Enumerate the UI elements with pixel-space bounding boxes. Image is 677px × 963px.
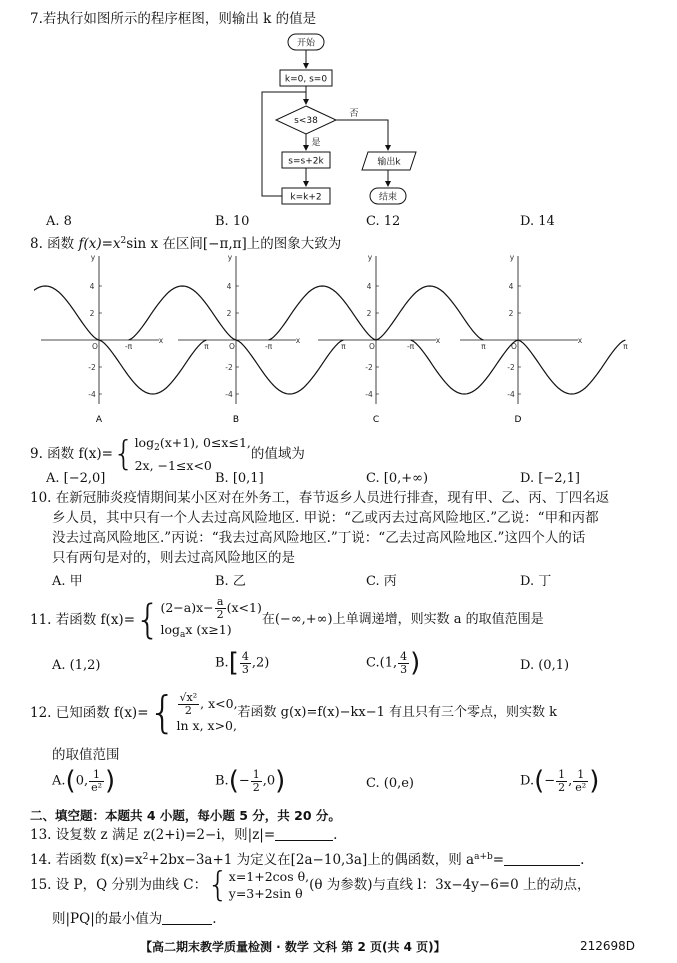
q12-stem: 12. 已知函数 f(x)={ $\frac{\text{√x²}}{2}$ , x<0, ln x, x>0, 若函数 g(x)=f(x)−kx−1 有且只有三个零点，则实数 k bbox=[30, 687, 558, 738]
q9-option-c[interactable]: C. [0,+∞) bbox=[366, 471, 429, 486]
q13-stem: 13. 设复数 z 满足 z(2+i)=2−i，则|z|= . bbox=[30, 827, 338, 843]
flow-step1-text: s=s+2k bbox=[288, 156, 324, 167]
q10-line-3: 没去过高风险地区.”丙说：“我去过高风险地区.”丁说：“乙去过高风险地区.”这四个人的话 bbox=[52, 530, 586, 546]
graph-a-tick-label: -4 bbox=[88, 390, 96, 399]
q11-stem: 11. 若函数 f(x)={ (2−a)x− $\frac{a}{2}$ (x<1) $\log_ax$ (x≥1) 在(−∞,+∞)上单调递增，则实数 a 的取值范围是 bbox=[30, 595, 544, 643]
graph-a-y-label: y bbox=[90, 253, 96, 262]
graph-c-tick-label: -4 bbox=[365, 390, 373, 399]
graph-d-origin: O bbox=[511, 342, 517, 351]
flow-cond-text: s<38 bbox=[294, 116, 318, 126]
graph-d-tick-label: -4 bbox=[507, 390, 515, 399]
q7-option-a[interactable]: A. 8 bbox=[46, 214, 72, 229]
flow-start-text: 开始 bbox=[296, 38, 316, 49]
q10-option-a[interactable]: A. 甲 bbox=[52, 574, 83, 589]
graph-b-tick-label: 4 bbox=[226, 282, 232, 291]
graph-c-tick-pi: π bbox=[481, 342, 486, 351]
q9-stem: 9. 函数 f(x)={ $\log_2(x+1)$, 0≤x≤1, 2x, −1≤x<0 的值域为 bbox=[30, 434, 305, 474]
q7-option-d[interactable]: D. 14 bbox=[520, 214, 555, 229]
q15-stem: 15. 设 P，Q 分别为曲线 C：{ x=1+2cos θ, y=3+2sin θ (θ 为参数)与直线 l：3x−4y−6=0 上的动点， bbox=[30, 865, 591, 905]
q11-option-d[interactable]: D. (0,1) bbox=[520, 658, 570, 673]
graph-b-tick-label: -4 bbox=[225, 390, 233, 399]
q10-line-4: 只有两句是对的，则去过高风险地区的是 bbox=[52, 550, 295, 566]
q7-option-c[interactable]: C. 12 bbox=[366, 214, 401, 229]
q12-option-b[interactable]: B.(− $\frac{1}{2}$ ,0) bbox=[215, 766, 286, 796]
graph-b-origin: O bbox=[229, 342, 235, 351]
graph-b-x-label: x bbox=[295, 336, 301, 345]
q9-option-d[interactable]: D. [−2,1] bbox=[520, 471, 580, 486]
q8-stem: 8. 函数 $f(x)=x^2\sin$ x 在区间[−π,π]上的图象大致为 bbox=[30, 236, 342, 252]
q11-option-b[interactable]: B.[ $\frac{4}{3}$ ,2) bbox=[215, 648, 270, 678]
graph-b-caption: B bbox=[232, 415, 240, 425]
graph-a-origin: O bbox=[92, 342, 98, 351]
graph-a-tick-pi: π bbox=[204, 342, 209, 351]
q10-line-1: 10. 在新冠肺炎疫情期间某小区对在外务工，春节返乡人员进行排查，现有甲、乙、丙、丁四名返 bbox=[30, 490, 610, 506]
q7-stem: 7.若执行如图所示的程序框图，则输出 k 的值是 bbox=[30, 11, 317, 27]
flow-yes-label: 是 bbox=[311, 138, 321, 148]
graph-c-caption: C bbox=[372, 415, 380, 425]
footer-code: 212698D bbox=[580, 939, 636, 953]
graph-b-y-label: y bbox=[227, 253, 233, 262]
graph-c-origin: O bbox=[369, 342, 375, 351]
footer-text: 【高二期末教学质量检测 · 数学 文科 第 2 页(共 4 页)】 bbox=[140, 940, 446, 954]
graph-b-tick-label: -2 bbox=[225, 363, 233, 372]
q12-option-a[interactable]: A.(0, $\frac{1}{\text{e²}}$ ) bbox=[52, 766, 116, 796]
q15-answer-blank[interactable] bbox=[162, 924, 212, 925]
graph-d-tick-label: 2 bbox=[508, 309, 514, 318]
graph-d-tick-label: 4 bbox=[508, 282, 514, 291]
q10-option-c[interactable]: C. 丙 bbox=[366, 574, 397, 589]
graph-c-tick-label: 2 bbox=[366, 309, 372, 318]
q14-stem: 14. 若函数 $f(x)=x^2+2bx-3a+1$ 为定义在[2a−10,3a]上的偶函数，则 $a^{a+b}=$ . bbox=[30, 852, 585, 868]
q11-option-a[interactable]: A. (1,2) bbox=[52, 658, 101, 673]
graph-d-tick-label: -2 bbox=[507, 363, 515, 372]
graph-b-tick-label: 2 bbox=[226, 309, 232, 318]
q9-option-b[interactable]: B. [0,1] bbox=[215, 471, 264, 486]
graph-c-tick-label: 4 bbox=[366, 282, 372, 291]
q12-option-d[interactable]: D.(− $\frac{1}{2}$ , $\frac{1}{\text{e²}}$ ) bbox=[520, 766, 600, 796]
graph-a-x-label: x bbox=[158, 336, 164, 345]
graph-b-tick-neg-pi: -π bbox=[124, 342, 133, 351]
q12-stem-line2: 的取值范围 bbox=[52, 747, 120, 763]
graph-d-y-label: y bbox=[509, 253, 515, 262]
graph-c-y-label: y bbox=[367, 253, 373, 262]
graph-d-x-label: x bbox=[577, 336, 583, 345]
graph-c-tick-label: -2 bbox=[365, 363, 373, 372]
graph-d-tick-pi: π bbox=[623, 342, 628, 351]
graph-a-tick-label: 2 bbox=[89, 309, 95, 318]
graph-c-tick-neg-pi: -π bbox=[264, 342, 273, 351]
q13-answer-blank[interactable] bbox=[275, 840, 333, 841]
q11-option-c[interactable]: C.(1, $\frac{4}{3}$ ) bbox=[366, 648, 421, 678]
q7-flowchart bbox=[250, 30, 440, 212]
q9-option-a[interactable]: A. [−2,0] bbox=[46, 471, 106, 486]
graph-a-tick-label: 4 bbox=[89, 282, 95, 291]
q12-option-c[interactable]: C. (0,e) bbox=[366, 776, 414, 791]
graph-a-caption: A bbox=[95, 415, 103, 425]
q10-option-d[interactable]: D. 丁 bbox=[520, 574, 552, 589]
q8-graphs bbox=[34, 250, 644, 428]
flow-end-text: 结束 bbox=[378, 192, 398, 203]
flow-output-text: 输出k bbox=[377, 157, 401, 168]
graph-b-tick-pi: π bbox=[341, 342, 346, 351]
flow-no-label: 否 bbox=[349, 109, 359, 119]
flow-init-text: k=0, s=0 bbox=[284, 74, 328, 85]
flow-step2-text: k=k+2 bbox=[290, 192, 322, 203]
section-2-heading: 二、填空题：本题共 4 小题，每小题 5 分，共 20 分。 bbox=[30, 808, 341, 823]
q14-answer-blank[interactable] bbox=[504, 865, 580, 866]
graph-d-caption: D bbox=[514, 415, 522, 425]
q15-line2: 则|PQ|的最小值为 . bbox=[52, 911, 217, 927]
q7-option-b[interactable]: B. 10 bbox=[215, 214, 250, 229]
graph-c-x-label: x bbox=[435, 336, 441, 345]
q10-option-b[interactable]: B. 乙 bbox=[215, 574, 246, 589]
graph-a-tick-label: -2 bbox=[88, 363, 96, 372]
q10-line-2: 乡人员，其中只有一个人去过高风险地区. 甲说：“乙或丙去过高风险地区.”乙说：“甲和丙都 bbox=[52, 510, 599, 526]
graph-d-tick-neg-pi: -π bbox=[406, 342, 415, 351]
